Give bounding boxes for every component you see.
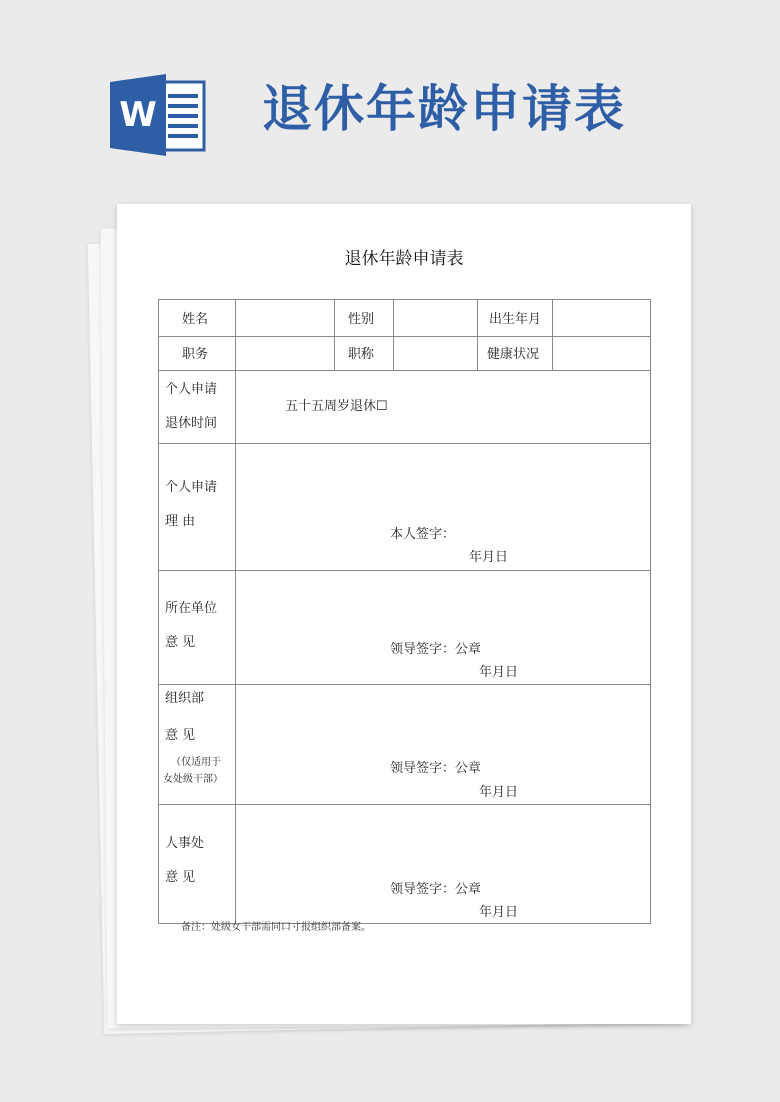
title-label: 职称 xyxy=(348,347,375,362)
health-label: 健康状况 xyxy=(487,347,540,362)
word-document-icon xyxy=(108,72,208,158)
org-date: 年月日 xyxy=(479,785,519,800)
document-title: 退休年龄申请表 xyxy=(344,249,464,269)
hr-leader-signature: 领导签字：公章 xyxy=(390,882,482,897)
unit-date: 年月日 xyxy=(479,665,519,680)
health-field[interactable] xyxy=(559,339,645,367)
application-form-table xyxy=(158,299,651,924)
reason-label: 个人申请 xyxy=(165,480,218,495)
svg-text:W: W xyxy=(119,95,157,135)
birth-date-label: 出生年月 xyxy=(489,312,542,327)
retire-option-checkbox[interactable]: 五十五周岁退休☐ xyxy=(285,399,388,414)
hr-date: 年月日 xyxy=(479,905,519,920)
position-label: 职务 xyxy=(182,347,209,362)
org-opinion-note: （仅适用于 xyxy=(171,757,221,768)
org-leader-signature: 领导签字：公章 xyxy=(390,761,482,776)
gender-label: 性别 xyxy=(348,312,375,327)
applicant-signature: 本人签字： xyxy=(390,527,456,542)
retire-time-label: 退休时间 xyxy=(165,416,218,431)
org-opinion-label: 组织部 xyxy=(165,691,205,706)
hr-opinion-label: 意 见 xyxy=(165,870,196,885)
hr-opinion-label: 人事处 xyxy=(165,836,205,851)
name-field[interactable] xyxy=(248,304,328,332)
unit-leader-signature: 领导签字：公章 xyxy=(390,642,482,657)
gender-field[interactable] xyxy=(399,304,471,332)
name-label: 姓名 xyxy=(182,312,209,327)
title-field[interactable] xyxy=(399,339,471,367)
applicant-date: 年月日 xyxy=(469,550,509,565)
document-page xyxy=(117,204,691,1024)
org-opinion-label: 意 见 xyxy=(165,728,196,743)
org-opinion-note: 女处级干部） xyxy=(163,774,223,785)
unit-opinion-label: 意 见 xyxy=(165,635,196,650)
birth-date-field[interactable] xyxy=(559,304,645,332)
banner-title: 退休年龄申请表 xyxy=(262,79,626,138)
retire-time-label: 个人申请 xyxy=(165,382,218,397)
unit-opinion-label: 所在单位 xyxy=(165,601,218,616)
reason-label: 理 由 xyxy=(165,514,196,529)
position-field[interactable] xyxy=(248,339,328,367)
footnote: 备注：处级女干部需同口寸报组织部备案。 xyxy=(181,922,371,933)
